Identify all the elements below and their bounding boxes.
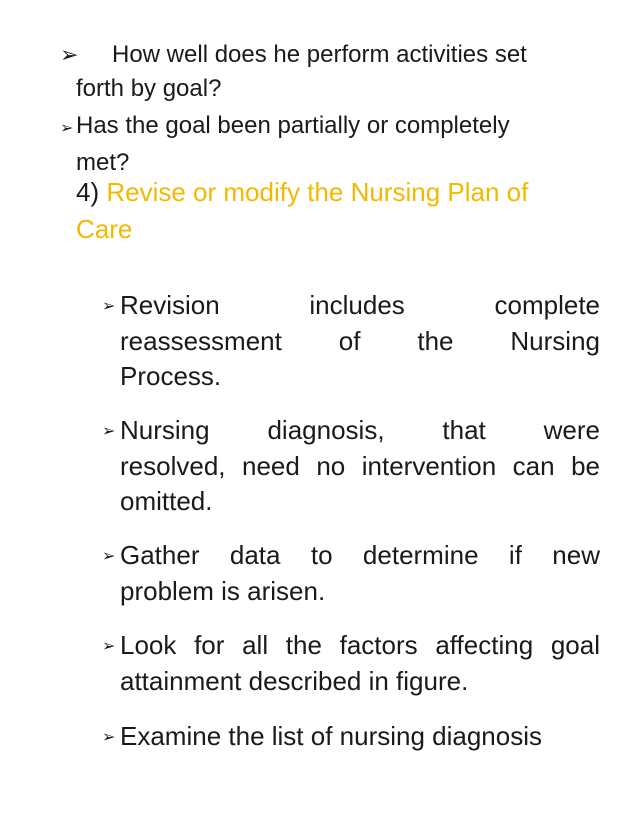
list-item-examine-list [102, 719, 600, 755]
list-item-line [102, 628, 600, 664]
question-text-line2: forth by goal? [76, 75, 222, 102]
arrow-bullet-icon: ➢ [60, 120, 74, 137]
list-item-line: Process. [120, 361, 222, 391]
list-item-line [102, 538, 600, 574]
list-item-text: Revision includes complete [120, 290, 600, 320]
arrow-bullet-icon: ➢ [102, 298, 116, 315]
list-item-text: Nursing diagnosis, that were [120, 415, 600, 445]
list-item-line [102, 288, 600, 324]
list-item-nursing-diagnosis [102, 413, 600, 519]
arrow-bullet-icon: ➢ [102, 729, 116, 746]
step-title-line1: Revise or modify the Nursing Plan of [106, 177, 529, 207]
question-how-well [60, 38, 600, 106]
list-item-text: Examine the list of nursing diagnosis [120, 721, 543, 751]
list-item-gather-data [102, 538, 600, 609]
list-item-line [102, 413, 600, 449]
question-goal-met [60, 109, 600, 180]
list-item-text: Gather data to determine if new [120, 540, 600, 570]
list-item-line [102, 719, 600, 755]
list-item-line: reassessment of the Nursing [120, 326, 600, 356]
list-item-revision [102, 288, 600, 394]
step-number: 4) [76, 177, 100, 207]
list-item-line: omitted. [120, 486, 213, 516]
list-item-line: resolved, need no intervention can be [120, 451, 600, 481]
list-item-look-for-factors [102, 628, 600, 699]
step-heading [76, 174, 600, 248]
arrow-bullet-icon: ➢ [60, 42, 79, 67]
list-item-line: attainment described in figure. [120, 666, 469, 696]
arrow-bullet-icon: ➢ [102, 423, 116, 440]
question-text-line2: met? [76, 149, 130, 176]
list-item-line: problem is arisen. [120, 576, 326, 606]
step-title-line2: Care [76, 214, 133, 244]
question-text-line1: How well does he perform activities set [112, 41, 527, 68]
arrow-bullet-icon: ➢ [102, 638, 116, 655]
list-item-text: Look for all the factors affecting goal [120, 630, 600, 660]
arrow-bullet-icon: ➢ [102, 548, 116, 565]
question-text-line1: Has the goal been partially or completely [76, 112, 510, 139]
